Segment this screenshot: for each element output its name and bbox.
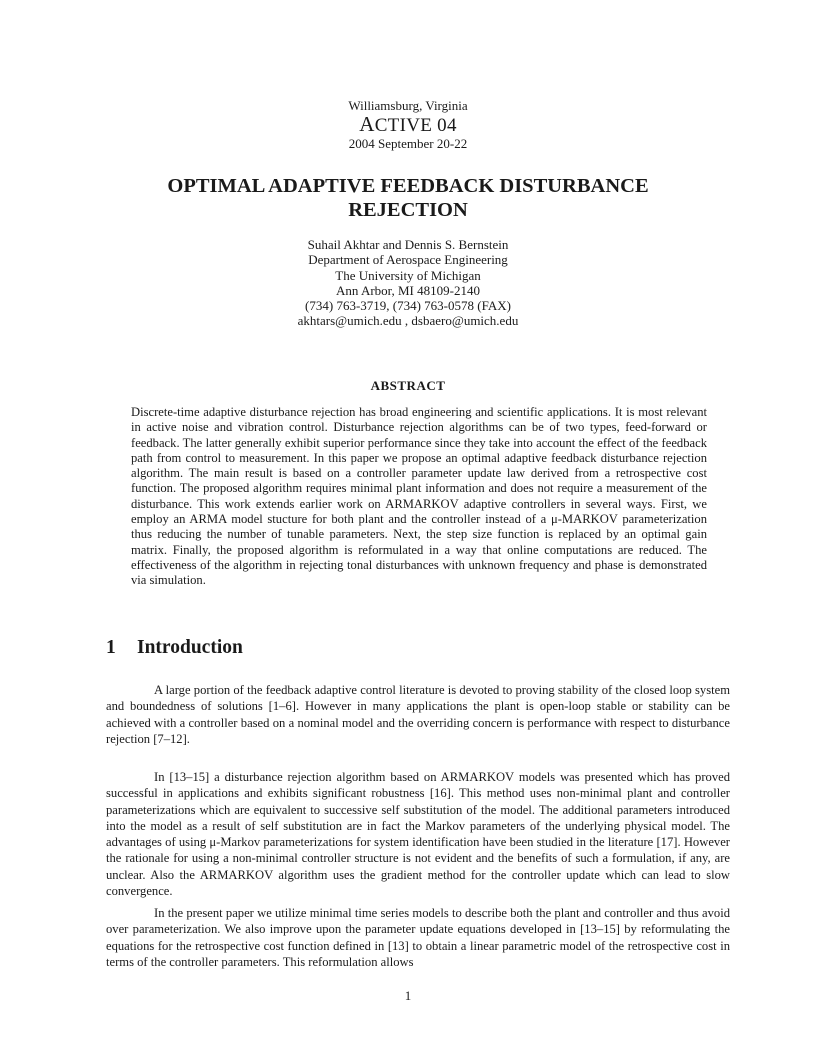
conference-name-initial: A bbox=[359, 112, 375, 136]
author-phone: (734) 763-3719, (734) 763-0578 (FAX) bbox=[305, 298, 511, 314]
page-number: 1 bbox=[404, 988, 412, 1003]
conference-name-rest: CTIVE 04 bbox=[374, 115, 457, 136]
intro-paragraph-1: A large portion of the feedback adaptive control literature is devoted to proving stability of the closed loop system and boundedness of solutions [1–6]. However in many applications the plant is open-loop stable or stability can be achieved with a controller based on a nominal model and the overriding concern is performance with respect to disturbance rejection [7–12]. bbox=[106, 683, 730, 746]
author-department: Department of Aerospace Engineering bbox=[308, 252, 508, 268]
author-university: The University of Michigan bbox=[335, 267, 481, 283]
conference-location: Williamsburg, Virginia bbox=[348, 98, 468, 113]
author-names: Suhail Akhtar and Dennis S. Bernstein bbox=[307, 237, 509, 252]
abstract-text: Discrete-time adaptive disturbance rejection has broad engineering and scientific applications. It is most relevant in active noise and vibration control. Disturbance rejection algorithms can be of two types, feed-forward or feedback. The latter generally exhibit superior performance since they take into account the effect of the feedback path from control to measurement. In this paper we propose an optimal adaptive feedback disturbance rejection algorithm. The main result is based on a controller parameter update law derived from a retrospective cost function. The proposed algorithm requires minimal plant information and does not require a measurement of the disturbance. This work extends earlier work on ARMARKOV adaptive controllers in several ways. First, we employ an ARMA model stucture for both plant and the controller instead of a μ-MARKOV parameterization thus reducing the number of tunable parameters. Next, the step size function is replaced by an optimal gain matrix. Finally, the proposed algorithm is reformulated in a way that online computations are reduced. The effectiveness of the algorithm in rejecting tonal disturbances with unknown frequency and phase is demonstrated via simulation. bbox=[131, 405, 707, 588]
paper-title bbox=[0, 174, 816, 222]
paper-title-line-2: REJECTION bbox=[348, 199, 468, 221]
intro-paragraph-3: In the present paper we utilize minimal time series models to describe both the plant and controller and thus avoid over parameterization. We also improve upon the parameter update equations developed in [13–15] by reformulating the equations for the retrospective cost function defined in [13] to obtain a linear parametric model of the retrospective cost in terms of the controller parameters. This reformulation allows bbox=[106, 906, 730, 969]
section-heading bbox=[106, 637, 243, 659]
abstract-heading: ABSTRACT bbox=[370, 378, 446, 393]
author-address: Ann Arbor, MI 48109-2140 bbox=[336, 282, 480, 298]
intro-paragraph-2: In [13–15] a disturbance rejection algorithm based on ARMARKOV models was presented which has proved successful in applications and exhibits significant robustness [16]. This method uses non-minimal plant and controller parameterizations which are equivalent to successive self substitution of the model. The additional parameters introduced into the model as a result of self substitution are in fact the Markov parameters of the underlying physical model. The advantages of using μ-Markov parameterizations for system identification have been studied in the literature [17]. However the rationale for using a non-minimal controller structure is not evident and the benefits of such a formulation, if any, are unclear. Also the ARMARKOV algorithm uses the gradient method for the controller update which can lead to slow convergence. bbox=[106, 770, 730, 899]
section-title: Introduction bbox=[137, 637, 243, 658]
conference-dates: 2004 September 20-22 bbox=[348, 136, 468, 151]
conference-name bbox=[0, 112, 816, 137]
paper-title-line-1: OPTIMAL ADAPTIVE FEEDBACK DISTURBANCE bbox=[167, 175, 649, 197]
author-block bbox=[0, 237, 816, 329]
section-number: 1 bbox=[106, 637, 116, 658]
author-emails: akhtars@umich.edu , dsbaero@umich.edu bbox=[297, 313, 519, 329]
